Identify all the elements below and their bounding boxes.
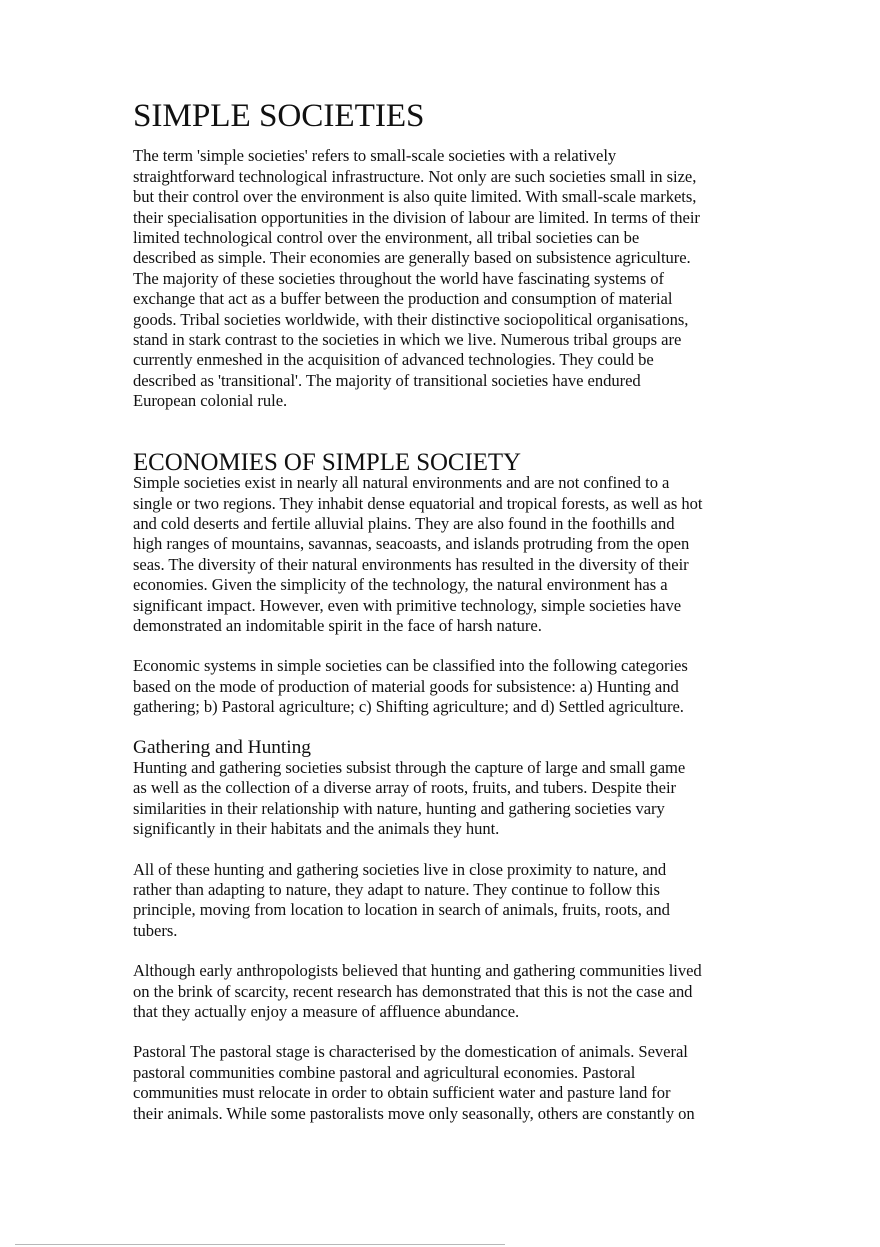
- pastoral-line-2: pastoral communities combine pastoral and agricultural economies. Pastoral: [133, 1062, 636, 1082]
- economies-line-3: and cold deserts and fertile alluvial plains. They are also found in the foothills and: [133, 513, 675, 533]
- intro-line-4: their specialisation opportunities in the division of labour are limited. In terms of their: [133, 207, 700, 227]
- proximity-line-2: rather than adapting to nature, they adapt to nature. They continue to follow this: [133, 880, 660, 899]
- paragraph-spacer: [133, 941, 758, 961]
- paragraph-spacer: [133, 1022, 758, 1042]
- intro-line-7: The majority of these societies throughout the world have fascinating systems of: [133, 268, 665, 288]
- intro-line-12: described as 'transitional'. The majority of transitional societies have endured: [133, 370, 641, 390]
- intro-line-10: stand in stark contrast to the societies in which we live. Numerous tribal groups are: [133, 330, 682, 350]
- proximity-paragraph: [133, 860, 758, 942]
- economies-line-2: single or two regions. They inhabit dense equatorial and tropical forests, as well as hot: [133, 493, 703, 513]
- paragraph-spacer: [133, 636, 758, 656]
- classification-line-3: gathering; b) Pastoral agriculture; c) Shifting agriculture; and d) Settled agriculture.: [133, 697, 684, 717]
- pastoral-line-4: their animals. While some pastoralists move only seasonally, others are constantly on: [133, 1103, 695, 1123]
- affluence-line-3: that they actually enjoy a measure of affluence abundance.: [133, 1002, 520, 1022]
- intro-line-11: currently enmeshed in the acquisition of advanced technologies. They could be: [133, 350, 654, 370]
- intro-line-6: described as simple. Their economies are generally based on subsistence agriculture.: [133, 248, 691, 268]
- affluence-line-2: on the brink of scarcity, recent research has demonstrated that this is not the case and: [133, 981, 693, 1001]
- economies-line-6: economies. Given the simplicity of the technology, the natural environment has a: [133, 575, 668, 595]
- proximity-line-1: All of these hunting and gathering societies live in close proximity to nature, and: [133, 859, 667, 879]
- economies-line-8: demonstrated an indomitable spirit in the face of harsh nature.: [133, 615, 542, 635]
- document-body: [133, 97, 758, 1124]
- classification-line-2: based on the mode of production of material goods for subsistence: a) Hunting and: [133, 676, 679, 696]
- paragraph-spacer: [133, 840, 758, 860]
- pastoral-line-1: Pastoral The pastoral stage is characterised by the domestication of animals. Several: [133, 1042, 688, 1062]
- proximity-line-4: tubers.: [133, 920, 178, 940]
- proximity-line-3: principle, moving from location to location in search of animals, fruits, roots, and: [133, 900, 670, 920]
- gathering-heading: Gathering and Hunting: [133, 736, 311, 758]
- intro-line-8: exchange that act as a buffer between the production and consumption of material: [133, 289, 673, 309]
- intro-paragraph: [133, 146, 758, 411]
- economies-line-1: Simple societies exist in nearly all natural environments and are not confined to a: [133, 473, 670, 493]
- affluence-line-1: Although early anthropologists believed that hunting and gathering communities lived: [133, 961, 702, 981]
- gathering-line-4: significantly in their habitats and the animals they hunt.: [133, 819, 500, 839]
- affluence-paragraph: [133, 961, 758, 1022]
- intro-line-2: straightforward technological infrastructure. Not only are such societies small in size,: [133, 166, 697, 186]
- economies-paragraph: [133, 473, 758, 636]
- economies-line-4: high ranges of mountains, savannas, seacoasts, and islands protruding from the open: [133, 534, 690, 554]
- intro-line-1: The term 'simple societies' refers to small-scale societies with a relatively: [133, 146, 617, 166]
- classification-line-1: Economic systems in simple societies can be classified into the following categories: [133, 656, 688, 676]
- pastoral-line-3: communities must relocate in order to obtain sufficient water and pasture land for: [133, 1083, 671, 1103]
- intro-line-5: limited technological control over the environment, all tribal societies can be: [133, 228, 640, 248]
- intro-line-13: European colonial rule.: [133, 391, 288, 411]
- gathering-line-1: Hunting and gathering societies subsist through the capture of large and small game: [133, 757, 686, 777]
- classification-paragraph: [133, 656, 758, 717]
- economies-heading: ECONOMIES OF SIMPLE SOCIETY: [133, 448, 521, 476]
- document-title: SIMPLE SOCIETIES: [133, 97, 425, 134]
- pastoral-paragraph: [133, 1042, 758, 1124]
- economies-line-7: significant impact. However, even with primitive technology, simple societies have: [133, 595, 682, 615]
- gathering-paragraph: [133, 758, 758, 840]
- intro-line-3: but their control over the environment is also quite limited. With small-scale markets,: [133, 187, 697, 207]
- footer-rule: [15, 1244, 505, 1245]
- economies-line-5: seas. The diversity of their natural environments has resulted in the diversity of their: [133, 554, 689, 574]
- section-spacer: [133, 412, 758, 453]
- gathering-line-3: similarities in their relationship with nature, hunting and gathering societies vary: [133, 798, 665, 818]
- paragraph-spacer: [133, 718, 758, 738]
- gathering-line-2: as well as the collection of a diverse array of roots, fruits, and tubers. Despite their: [133, 778, 677, 798]
- intro-line-9: goods. Tribal societies worldwide, with their distinctive sociopolitical organisations,: [133, 309, 689, 329]
